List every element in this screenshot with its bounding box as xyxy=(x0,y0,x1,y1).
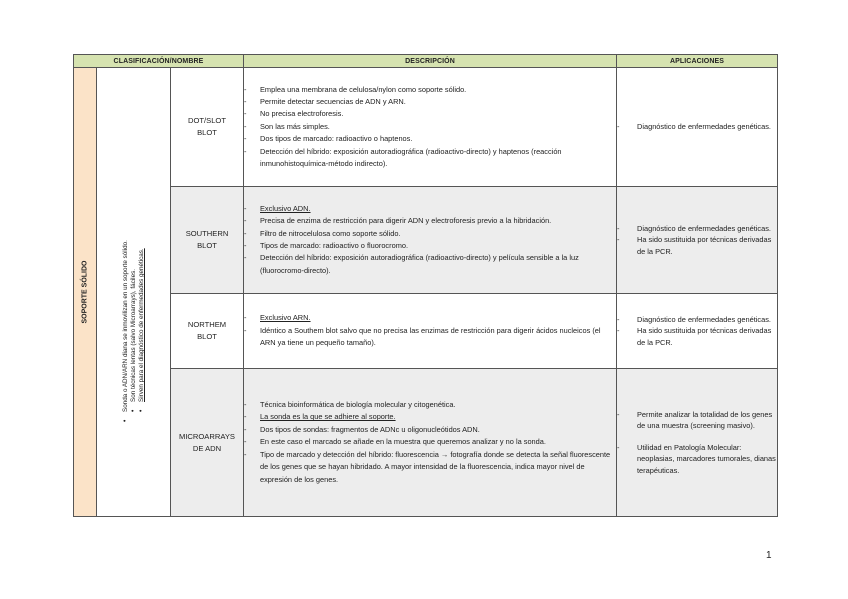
technique-name: MICROARRAYS DE ADN xyxy=(171,369,244,517)
technique-applications xyxy=(617,369,778,517)
list-item: - Dos tipos de marcado: radioactivo o haptenos. xyxy=(244,134,413,144)
list-item: - Idéntico a Southem blot salvo que no precisa las enzimas de restricción para digerir ácidos nucleicos (el ARN ya tiene un pequeño tamaño). xyxy=(244,325,601,348)
list-item: - Detección del híbrido: exposición autoradiográfica (radioactivo-directo) y haptenos (reacción inmunohistoquímica-método indirecto). xyxy=(244,146,562,169)
group-notes xyxy=(122,162,146,422)
list-item: - Exclusivo ADN. xyxy=(244,203,311,213)
technique-description xyxy=(244,369,617,517)
list-item: - Dos tipos de sondas: fragmentos de ADNc u oligonucleótidos ADN. xyxy=(244,424,480,434)
list-item: - Exclusivo ARN. xyxy=(244,313,311,323)
technique-applications xyxy=(617,68,778,187)
list-item: - En este caso el marcado se añade en la muestra que queremos analizar y no la sonda. xyxy=(244,437,546,447)
list-item: - Emplea una membrana de celulosa/nylon como soporte sólido. xyxy=(244,84,467,94)
list-item: - Diagnóstico de enfermedades genéticas. xyxy=(617,122,771,132)
list-item: - Permite analizar la totalidad de los genes de una muestra (screening masivo). xyxy=(617,409,773,431)
group-note: • Sonda o ADN/ARN diana se inmovilizan en un soporte sólido. xyxy=(121,240,129,422)
list-item: - Permite detectar secuencias de ADN y ARN. xyxy=(244,96,406,106)
list-item: - Filtro de nitrocelulosa como soporte sólido. xyxy=(244,228,401,238)
header-applications: APLICACIONES xyxy=(617,55,778,68)
list-item: - Técnica bioinformática de biología molecular y citogenética. xyxy=(244,400,456,410)
technique-name: NORTHEM BLOT xyxy=(171,294,244,369)
technique-description xyxy=(244,294,617,369)
technique-description xyxy=(244,68,617,187)
group-note: • Son técnicas lentas (salvo Microarrays), fáciles. xyxy=(129,269,137,412)
list-item: - Ha sido sustituida por técnicas derivadas de la PCR. xyxy=(617,235,772,256)
list-item: - La sonda es la que se adhiere al soporte. xyxy=(244,412,396,422)
list-item: - Diagnóstico de enfermedades genéticas. xyxy=(617,314,771,324)
header-classification: CLASIFICACIÓN/NOMBRE xyxy=(74,55,244,68)
group-notes-cell xyxy=(97,68,171,517)
group-note: • Sirven para el diagnóstico de enfermedades genéticas. xyxy=(137,248,145,412)
list-item: - Tipo de marcado y detección del híbrido: fluorescencia → fotografía donde se detecta la señal fluorescente de los genes que se hayan hibridado. A mayor intensidad de la fluorescencia, indica mayor nivel de expresión de los genes. xyxy=(244,449,611,484)
group-title: SOPORTE SÓLIDO xyxy=(81,260,89,324)
list-item: - Son las más simples. xyxy=(244,121,330,131)
technique-name: DOT/SLOT BLOT xyxy=(171,68,244,187)
classification-table xyxy=(73,54,778,517)
list-item: - Tipos de marcado: radioactivo o fluorocromo. xyxy=(244,241,409,250)
header-description: DESCRIPCIÓN xyxy=(244,55,617,68)
list-item: - Ha sido sustituida por técnicas derivadas de la PCR. xyxy=(617,326,772,347)
list-item: - Diagnóstico de enfermedades genéticas. xyxy=(617,223,771,233)
table-header xyxy=(74,55,778,68)
list-item: - Detección del híbrido: exposición autoradiográfica (radioactivo-directo) y película sensible a la luz (fluorocromo-directo). xyxy=(244,253,579,275)
page-number: 1 xyxy=(766,550,772,561)
list-item: - Utilidad en Patología Molecular: neoplasias, marcadores tumorales, dianas terapéuticas. xyxy=(617,442,776,475)
table-row-dot-slot xyxy=(74,68,778,187)
table-row-microarrays xyxy=(74,369,778,517)
table-row-southern xyxy=(74,187,778,294)
group-title-cell xyxy=(74,68,97,517)
technique-applications xyxy=(617,294,778,369)
technique-description xyxy=(244,187,617,294)
technique-applications xyxy=(617,187,778,294)
list-item: - Precisa de enzima de restricción para digerir ADN y electroforesis previo a la hibridación. xyxy=(244,216,552,226)
technique-name: SOUTHERN BLOT xyxy=(171,187,244,294)
table-row-northern xyxy=(74,294,778,369)
list-item: - No precisa electroforesis. xyxy=(244,109,344,119)
